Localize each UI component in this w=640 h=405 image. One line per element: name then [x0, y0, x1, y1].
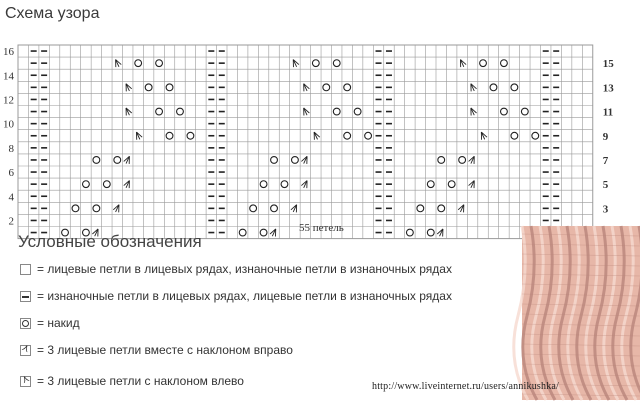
legend-text: = лицевые петли в лицевых рядах, изнаночные петли в изнаночных рядах [37, 262, 452, 276]
chart-title: Схема узора [5, 5, 100, 22]
left-row-label: 12 [3, 94, 14, 107]
right-row-label: 13 [602, 82, 614, 95]
source-watermark: http://www.liveinternet.ru/users/annikushka/ [372, 381, 560, 392]
right-row-label: 9 [602, 130, 609, 143]
left-row-label: 2 [8, 215, 14, 228]
legend-item-yo [20, 316, 80, 330]
purl-symbol-icon [20, 291, 31, 302]
legend-text: = 3 лицевые петли вместе с наклоном вправо [37, 343, 293, 357]
legend-item-k3-left [20, 374, 244, 388]
left-row-label: 10 [3, 118, 14, 131]
k3tog-left-symbol-icon [20, 376, 31, 387]
right-row-label: 7 [602, 154, 609, 167]
knitted-sample-image [522, 226, 640, 400]
k3tog-right-symbol-icon [20, 345, 31, 356]
left-row-label: 14 [3, 70, 14, 83]
left-row-labels [3, 46, 15, 227]
left-row-label: 16 [3, 46, 14, 59]
right-row-label: 11 [602, 106, 614, 119]
legend-text: = изнаночные петли в лицевых рядах, лицевые петли в изнаночных рядах [37, 289, 452, 303]
legend-text: = 3 лицевые петли с наклоном влево [37, 374, 244, 388]
knitted-sample-photo [522, 226, 640, 400]
right-row-label: 3 [602, 203, 609, 216]
chart-grid [18, 45, 593, 239]
left-row-label: 4 [8, 191, 14, 204]
right-row-labels [603, 58, 615, 239]
left-row-label: 6 [8, 167, 14, 180]
legend-item-knit [20, 262, 452, 276]
stitch-count-label: 55 петель [299, 222, 344, 234]
legend-item-k3-right [20, 343, 293, 357]
yarn-over-symbol-icon [20, 318, 31, 329]
legend-text: = накид [37, 316, 80, 330]
right-row-label: 15 [602, 58, 614, 71]
legend-item-purl [20, 289, 452, 303]
left-row-label: 8 [8, 142, 14, 155]
legend-title: Условные обозначения [18, 232, 202, 251]
right-row-label: 5 [602, 179, 609, 192]
knit-symbol-icon [20, 264, 31, 275]
